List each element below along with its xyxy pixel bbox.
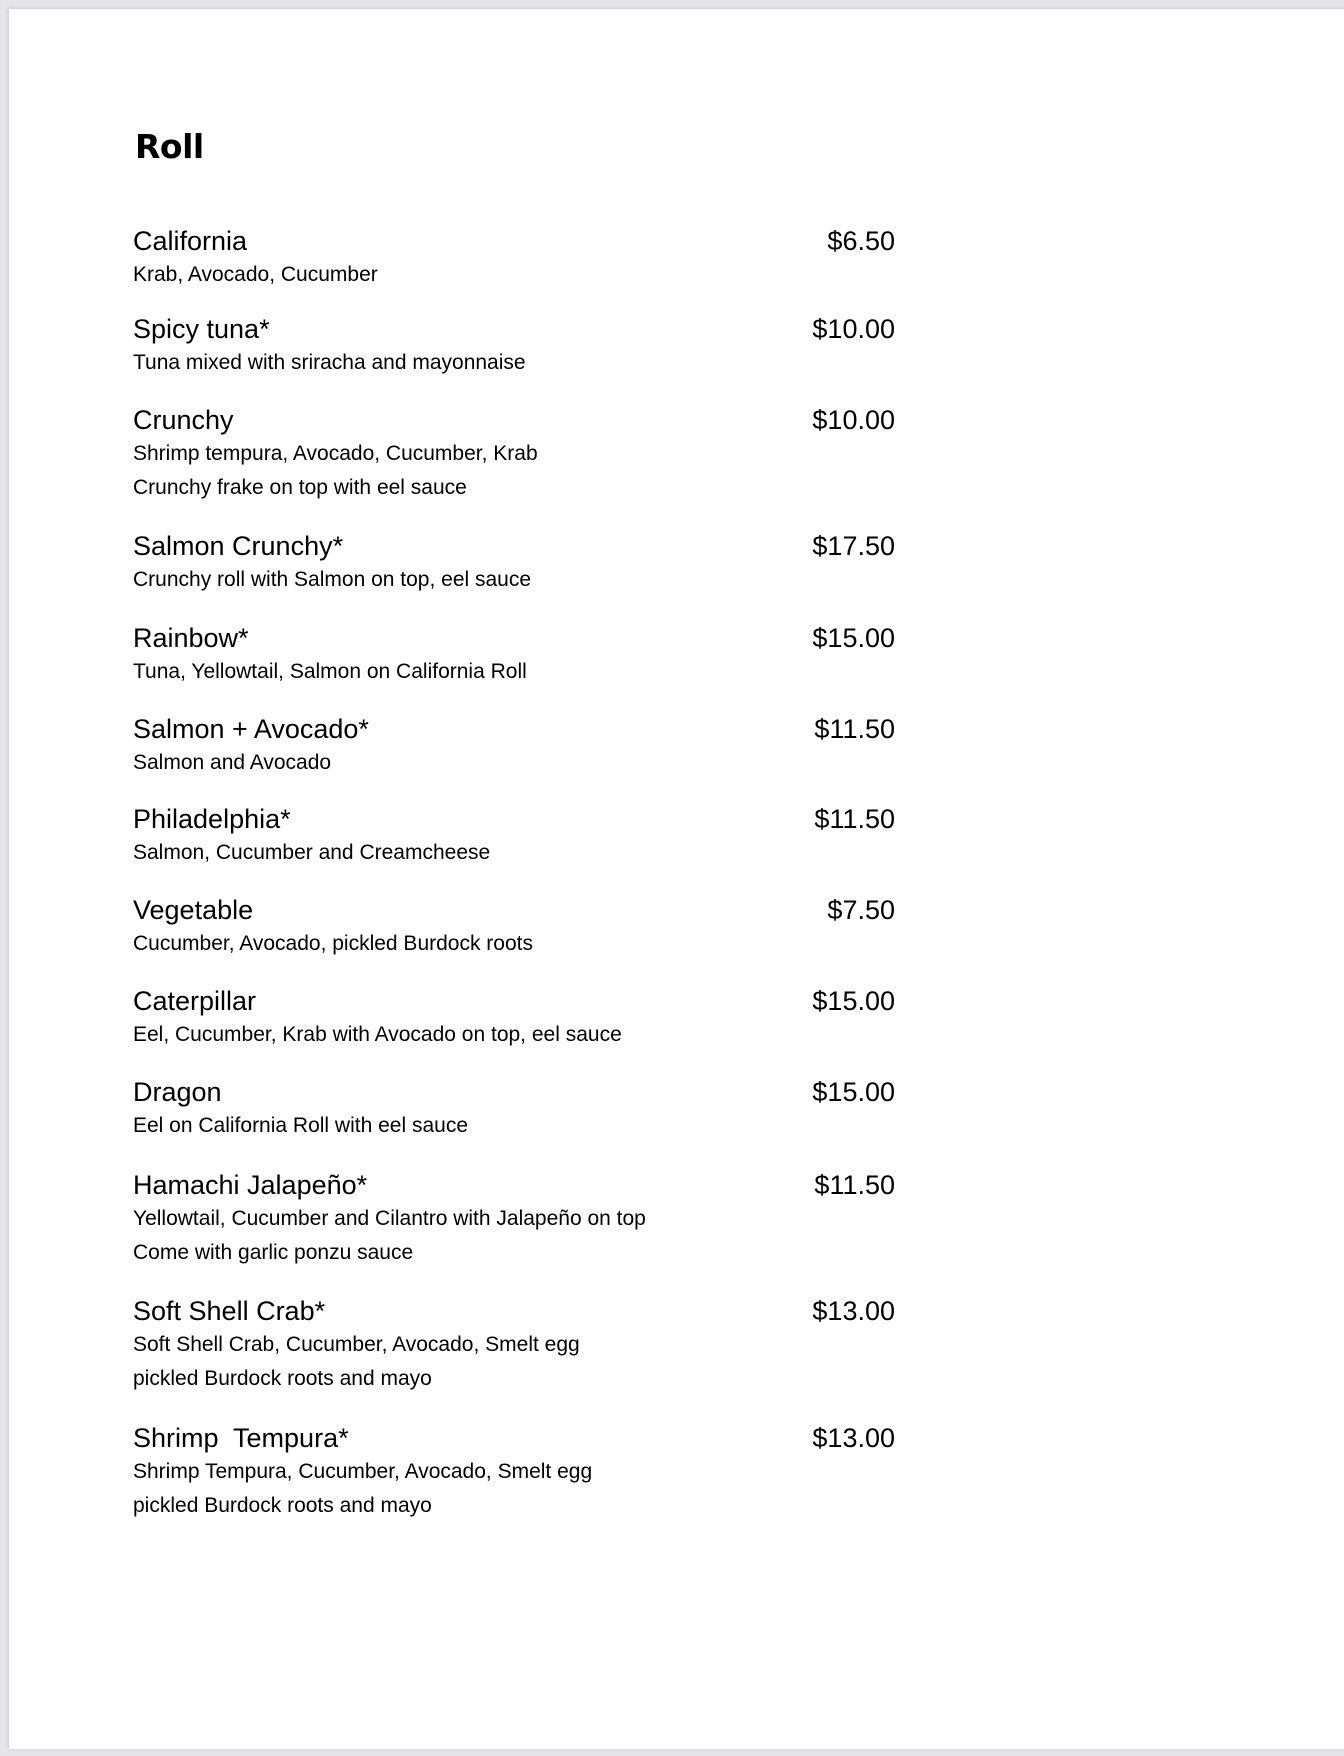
item-name: Vegetable <box>133 895 254 925</box>
item-price: $10.00 <box>812 405 895 435</box>
item-description: Tuna mixed with sriracha and mayonnaise <box>133 351 526 374</box>
item-name: Caterpillar <box>133 986 257 1016</box>
item-description: Salmon and Avocado <box>133 751 332 774</box>
item-price: $15.00 <box>812 1077 895 1107</box>
menu-item <box>133 893 895 961</box>
item-description: Come with garlic ponzu sauce <box>133 1241 414 1264</box>
menu-item <box>133 1075 895 1143</box>
menu-item <box>133 621 895 689</box>
item-description: Yellowtail, Cucumber and Cilantro with Jalapeño on top <box>133 1207 646 1230</box>
item-name: Hamachi Jalapeño* <box>133 1170 368 1200</box>
item-description: Cucumber, Avocado, pickled Burdock roots <box>133 932 533 955</box>
item-description: Eel on California Roll with eel sauce <box>133 1114 469 1137</box>
item-description: Crunchy roll with Salmon on top, eel sauce <box>133 568 532 591</box>
item-price: $10.00 <box>812 314 895 344</box>
item-price: $11.50 <box>814 714 895 744</box>
item-price: $13.00 <box>812 1296 895 1326</box>
menu-item <box>133 224 895 292</box>
item-price: $11.50 <box>814 804 895 834</box>
item-description: pickled Burdock roots and mayo <box>133 1494 432 1517</box>
menu-item <box>133 1294 895 1396</box>
menu-item <box>133 802 895 870</box>
item-name: Salmon Crunchy* <box>133 531 344 561</box>
menu-item <box>133 403 895 505</box>
item-price: $11.50 <box>814 1170 895 1200</box>
item-price: $15.00 <box>812 986 895 1016</box>
item-name: Dragon <box>133 1077 222 1107</box>
item-name: Crunchy <box>133 405 234 435</box>
item-name: Rainbow* <box>133 623 249 653</box>
menu-item <box>133 529 895 597</box>
item-description: Shrimp Tempura, Cucumber, Avocado, Smelt egg <box>133 1460 593 1483</box>
menu-page <box>8 8 1344 1749</box>
menu-item <box>133 1168 895 1270</box>
item-name: Philadelphia* <box>133 804 291 834</box>
item-description: Shrimp tempura, Avocado, Cucumber, Krab <box>133 442 538 465</box>
item-name: Shrimp Tempura* <box>133 1423 349 1453</box>
menu-item <box>133 712 895 780</box>
item-description: Tuna, Yellowtail, Salmon on California Roll <box>133 660 527 683</box>
section-title: Roll <box>135 127 204 166</box>
menu-item <box>133 984 895 1052</box>
item-name: Spicy tuna* <box>133 314 270 344</box>
item-name: California <box>133 226 248 256</box>
item-price: $15.00 <box>812 623 895 653</box>
item-name: Soft Shell Crab* <box>133 1296 326 1326</box>
menu-item <box>133 1421 895 1523</box>
item-name: Salmon + Avocado* <box>133 714 369 744</box>
item-description: Salmon, Cucumber and Creamcheese <box>133 841 491 864</box>
item-description: Crunchy frake on top with eel sauce <box>133 476 467 499</box>
menu-item <box>133 312 895 380</box>
item-description: Krab, Avocado, Cucumber <box>133 263 378 286</box>
item-price: $6.50 <box>827 226 895 256</box>
item-price: $17.50 <box>812 531 895 561</box>
item-price: $7.50 <box>827 895 895 925</box>
item-description: Soft Shell Crab, Cucumber, Avocado, Smelt egg <box>133 1333 580 1356</box>
item-price: $13.00 <box>812 1423 895 1453</box>
item-description: Eel, Cucumber, Krab with Avocado on top, eel sauce <box>133 1023 622 1046</box>
item-description: pickled Burdock roots and mayo <box>133 1367 432 1390</box>
